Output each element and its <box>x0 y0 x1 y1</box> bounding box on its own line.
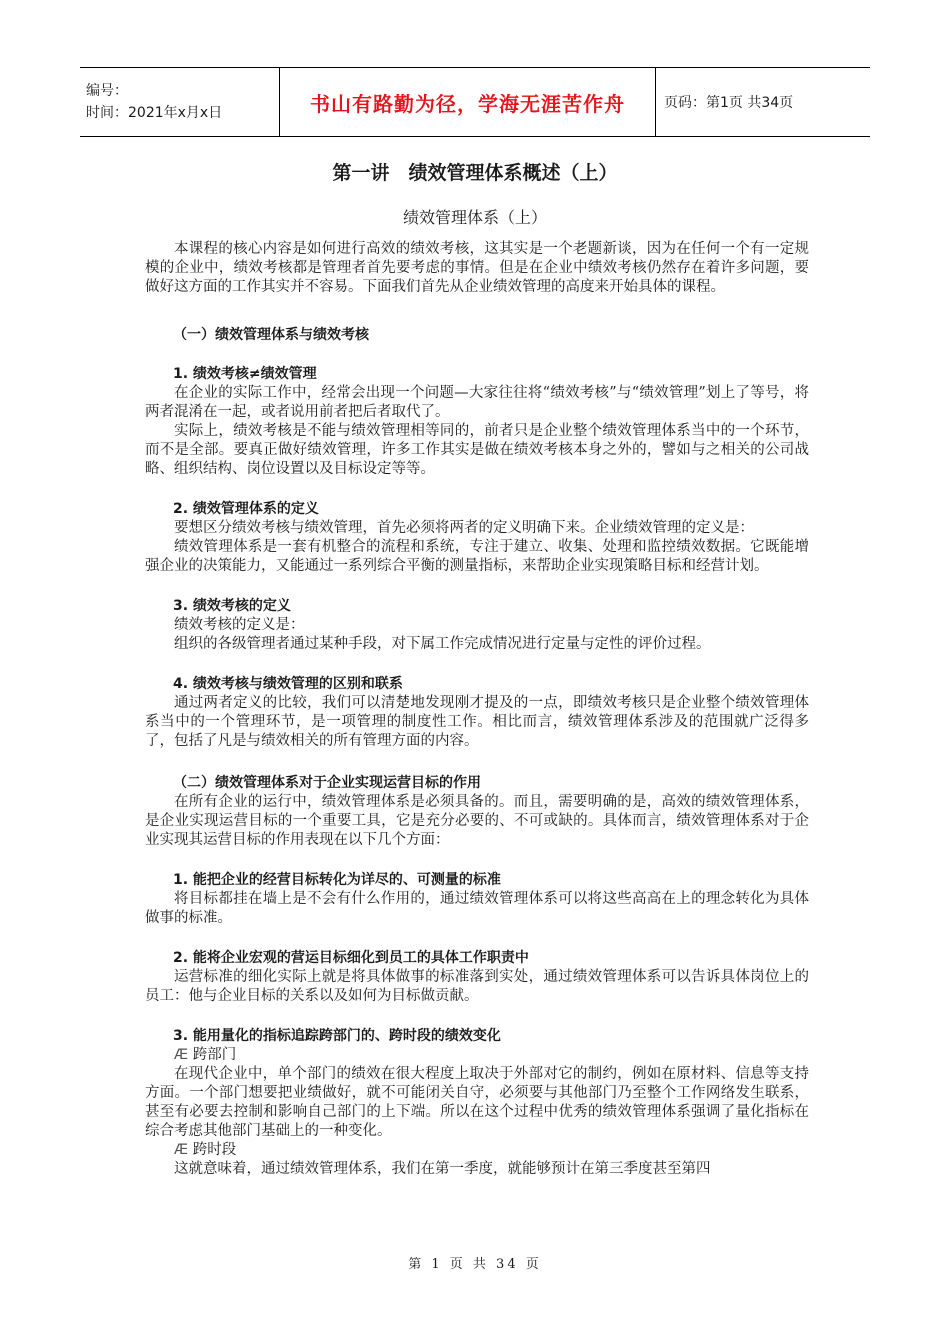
subsection-heading: 2. 绩效管理体系的定义 <box>173 501 319 517</box>
subsection-heading: 2. 能将企业宏观的营运目标细化到员工的具体工作职责中 <box>173 950 529 966</box>
bullet-item <box>145 1141 809 1160</box>
section-heading: （一）绩效管理体系与绩效考核 <box>173 327 369 343</box>
page-footer: 第 1 页 共 34 页 <box>408 1257 542 1272</box>
bullet-item <box>145 1046 809 1065</box>
header-motto: 书山有路勤为径，学海无涯苦作舟 <box>310 91 625 116</box>
paragraph: 将目标都挂在墙上是不会有什么作用的，通过绩效管理体系可以将这些高高在上的理念转化为具体做事的标准。 <box>145 891 809 926</box>
page-title: 第一讲 绩效管理体系概述（上） <box>332 162 618 184</box>
page-subtitle: 绩效管理体系（上） <box>402 208 547 227</box>
bullet-label: 跨时段 <box>192 1142 237 1158</box>
header-date: 时间：2021年x月x日 <box>86 105 223 121</box>
paragraph: 组织的各级管理者通过某种手段，对下属工作完成情况进行定量与定性的评价过程。 <box>174 636 711 652</box>
subsection-heading: 3. 绩效考核的定义 <box>173 598 291 614</box>
paragraph: 在企业的实际工作中，经常会出现一个问题—大家往往将“绩效考核”与“绩效管理”划上了等号，将两者混淆在一起，或者说用前者把后者取代了。 <box>145 385 809 420</box>
paragraph: 运营标准的细化实际上就是将具体做事的标准落到实处，通过绩效管理体系可以告诉具体岗位上的员工：他与企业目标的关系以及如何为目标做贡献。 <box>145 969 809 1004</box>
paragraph: 要想区分绩效考核与绩效管理，首先必须将两者的定义明确下来。企业绩效管理的定义是： <box>174 520 754 536</box>
document-body <box>145 240 809 1179</box>
bullet-glyph-icon: Æ <box>174 1047 189 1063</box>
subsection-heading: 1. 绩效考核≠绩效管理 <box>173 366 317 382</box>
paragraph: 绩效考核的定义是： <box>174 617 305 633</box>
paragraph: 在现代企业中，单个部门的绩效在很大程度上取决于外部对它的制约，例如在原材料、信息等支持方面。一个部门想要把业绩做好，就不可能闭关自守，必须要与其他部门乃至整个工作网络发生联系，甚至有必要去控制和影响自己部门的上下端。所以在这个过程中优秀的绩效管理体系强调了量化指标在综合考虑其他部门基础上的一种变化。 <box>145 1066 809 1139</box>
header-meta <box>80 68 280 136</box>
bullet-label: 跨部门 <box>192 1047 237 1063</box>
paragraph: 实际上，绩效考核是不能与绩效管理相等同的，前者只是企业整个绩效管理体系当中的一个环节，而不是全部。要真正做好绩效管理，许多工作其实是做在绩效考核本身之外的，譬如与之相关的公司战略、组织结构、岗位设置以及目标设定等等。 <box>145 423 809 477</box>
paragraph: 绩效管理体系是一套有机整合的流程和系统，专注于建立、收集、处理和监控绩效数据。它既能增强企业的决策能力，又能通过一系列综合平衡的测量指标，来帮助企业实现策略目标和经营计划。 <box>145 539 809 574</box>
paragraph: 在所有企业的运行中，绩效管理体系是必须具备的。而且，需要明确的是，高效的绩效管理体系，是企业实现运营目标的一个重要工具，它是充分必要的、不可或缺的。具体而言，绩效管理体系对于企业实现其运营目标的作用表现在以下几个方面： <box>145 794 809 848</box>
subsection-heading: 1. 能把企业的经营目标转化为详尽的、可测量的标准 <box>173 872 501 888</box>
intro-paragraph: 本课程的核心内容是如何进行高效的绩效考核，这其实是一个老题新谈，因为在任何一个有一定规模的企业中，绩效考核都是管理者首先要考虑的事情。但是在企业中绩效考核仍然存在着许多问题，要做好这方面的工作其实并不容易。下面我们首先从企业绩效管理的高度来开始具体的课程。 <box>145 241 809 295</box>
header-page-info: 页码：第1页 共34页 <box>664 95 794 111</box>
section-heading: （二）绩效管理体系对于企业实现运营目标的作用 <box>173 775 481 791</box>
paragraph: 这就意味着，通过绩效管理体系，我们在第一季度，就能够预计在第三季度甚至第四 <box>174 1161 711 1177</box>
header-number: 编号： <box>86 83 128 99</box>
subsection-heading: 3. 能用量化的指标追踪跨部门的、跨时段的绩效变化 <box>173 1028 501 1044</box>
document-header <box>80 67 870 137</box>
header-motto-cell <box>280 68 656 136</box>
subsection-heading: 4. 绩效考核与绩效管理的区别和联系 <box>173 676 403 692</box>
paragraph: 通过两者定义的比较，我们可以清楚地发现刚才提及的一点，即绩效考核只是企业整个绩效管理体系当中的一个管理环节，是一项管理的制度性工作。相比而言，绩效管理体系涉及的范围就广泛得多了，包括了凡是与绩效相关的所有管理方面的内容。 <box>145 695 809 749</box>
bullet-glyph-icon: Æ <box>174 1142 189 1158</box>
